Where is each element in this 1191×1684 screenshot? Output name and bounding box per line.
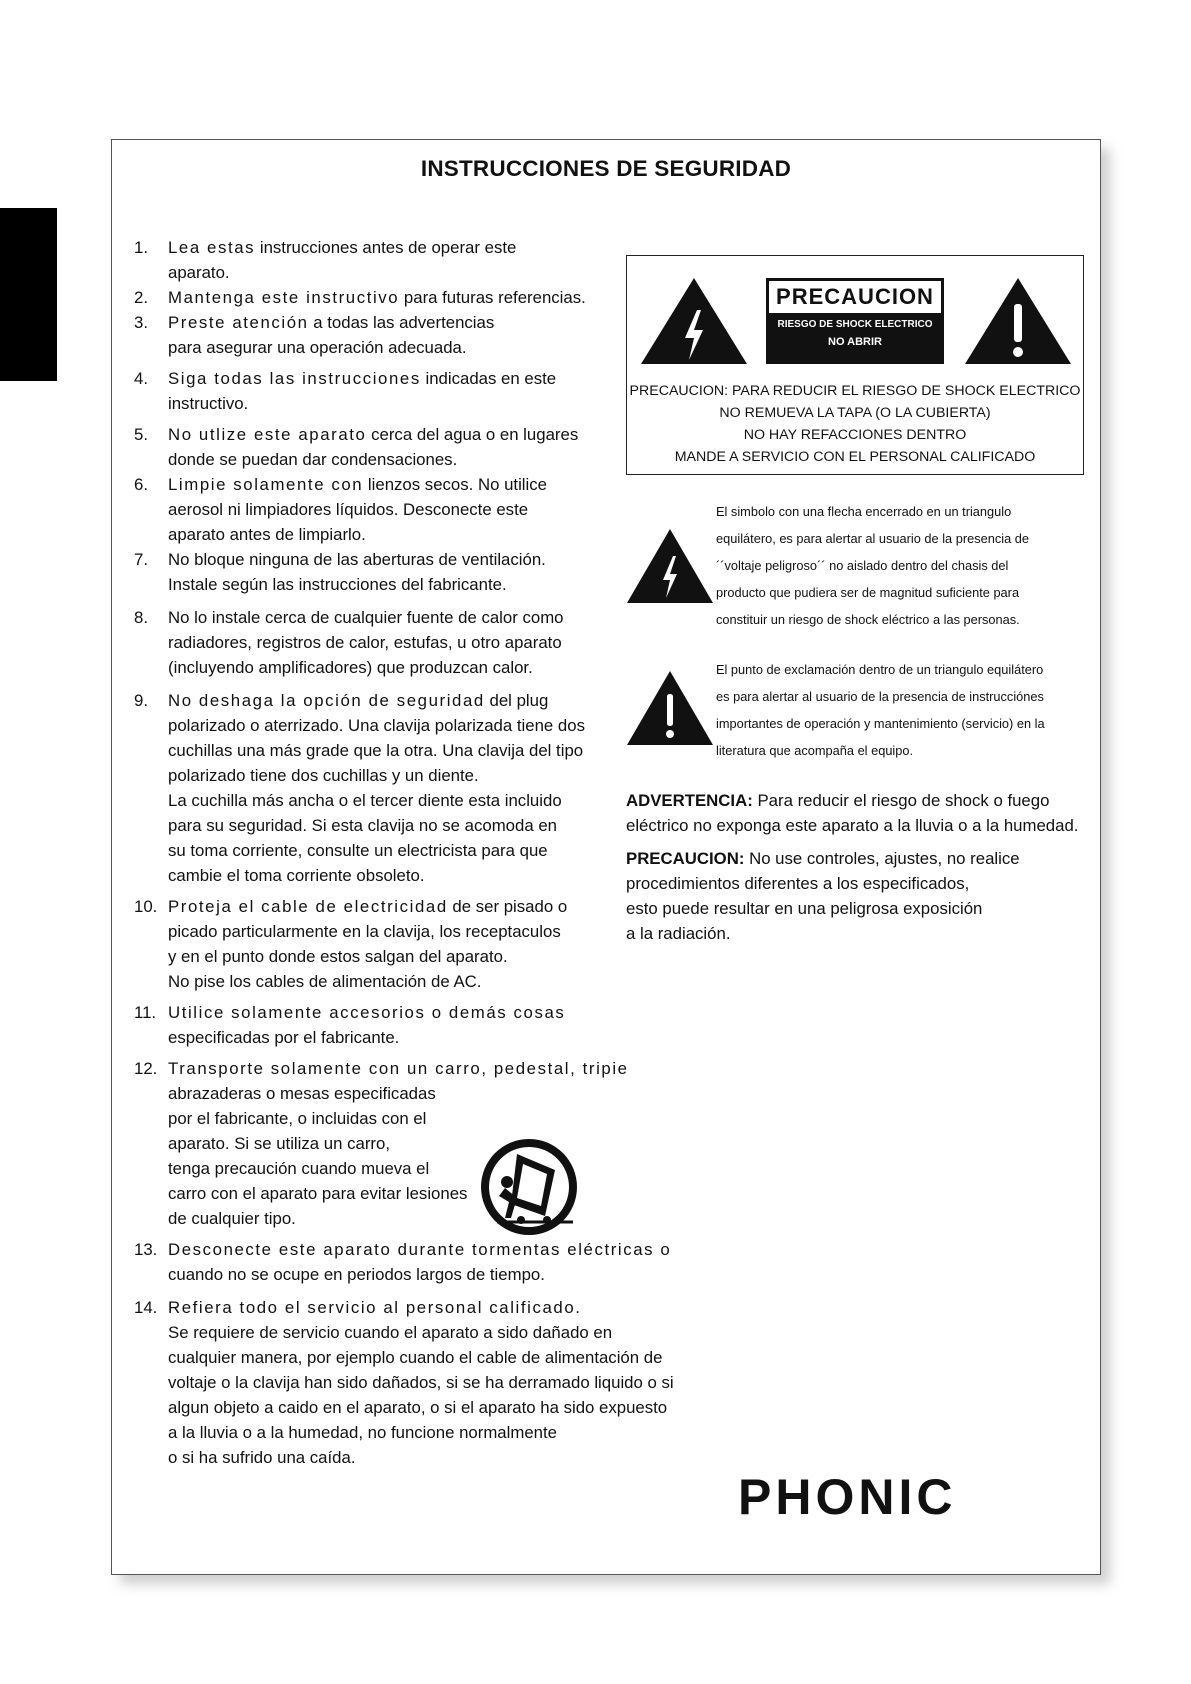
item-line: abrazaderas o mesas especificadas xyxy=(168,1084,436,1103)
text-line: importantes de operación y mantenimiento (servicio) en la xyxy=(716,716,1045,731)
item-number: 14. xyxy=(134,1298,158,1317)
precaucion-line: No use controles, ajustes, no realice xyxy=(744,849,1020,868)
item-line: picado particularmente en la clavija, los receptaculos xyxy=(168,922,561,941)
text-line: equilátero, es para alertar al usuario de la presencia de xyxy=(716,531,1030,546)
text-line: NO HAY REFACCIONES DENTRO xyxy=(743,427,967,443)
precaucion-line: a la radiación. xyxy=(626,924,731,943)
item-lead: Lea estas xyxy=(168,238,256,257)
item-line: cualquier manera, por ejemplo cuando el cable de alimentación de xyxy=(168,1348,663,1367)
lightning-warning-icon xyxy=(639,276,749,366)
item-rest: a todas las advertencias xyxy=(308,313,495,332)
precaucion-note-label: PRECAUCION: xyxy=(626,849,745,868)
item-line: radiadores, registros de calor, estufas, u otro aparato xyxy=(168,633,562,652)
item-number: 5. xyxy=(134,425,148,444)
item-rest: cerca del agua o en lugares xyxy=(366,425,579,444)
item-rest: No lo instale cerca de cualquier fuente de calor como xyxy=(168,608,564,627)
item-number: 13. xyxy=(134,1240,158,1259)
item-lead: Limpie solamente con xyxy=(168,475,364,494)
list-item xyxy=(134,1237,744,1287)
item-line: o si ha sufrido una caída. xyxy=(168,1448,356,1467)
advertencia-label: ADVERTENCIA: xyxy=(626,791,753,810)
precaucion-line: esto puede resultar en una peligrosa exposición xyxy=(626,899,983,918)
item-line: aparato. Si se utiliza un carro, xyxy=(168,1134,390,1153)
item-line: por el fabricante, o incluidas con el xyxy=(168,1109,427,1128)
item-line: para asegurar una operación adecuada. xyxy=(168,338,467,357)
item-rest: lienzos secos. No utilice xyxy=(363,475,547,494)
text-line: ´´voltaje peligroso´´ no aislado dentro del chasis del xyxy=(716,558,1009,573)
text-line: MANDE A SERVICIO CON EL PERSONAL CALIFICADO xyxy=(674,449,1036,465)
item-line: cuando no se ocupe en periodos largos de tiempo. xyxy=(168,1265,545,1284)
item-line: No pise los cables de alimentación de AC. xyxy=(168,972,482,991)
item-line: aparato antes de limpiarlo. xyxy=(168,525,366,544)
item-number: 4. xyxy=(134,369,148,388)
item-rest: indicadas en este xyxy=(420,369,557,388)
item-text xyxy=(168,1000,744,1025)
item-number: 1. xyxy=(134,238,148,257)
item-text xyxy=(168,1056,744,1081)
item-line: para su seguridad. Si esta clavija no se acomoda en xyxy=(168,816,558,835)
item-line: polarizado tiene dos cuchillas y un diente. xyxy=(168,766,479,785)
cart-tipover-icon xyxy=(477,1136,582,1238)
phonic-logo xyxy=(738,1470,1020,1520)
item-lead: No deshaga la opción de seguridad xyxy=(168,691,485,710)
item-line: cuchillas una más grade que la otra. Una clavija del tipo xyxy=(168,741,584,760)
text-line: PRECAUCION: PARA REDUCIR EL RIESGO DE SHOCK ELECTRICO xyxy=(629,383,1081,399)
item-line: tenga precaución cuando mueva el xyxy=(168,1159,430,1178)
text-line: El punto de exclamación dentro de un triangulo equilátero xyxy=(716,662,1044,677)
text-line: es para alertar al usuario de la presencia de instrucciónes xyxy=(716,689,1044,704)
advertencia-text: Para reducir el riesgo de shock o fuego eléctrico no exponga este aparato a la lluvia o a la humedad. xyxy=(626,791,1079,835)
exclamation-symbol-icon xyxy=(626,670,714,746)
precaucion-heading: PRECAUCION xyxy=(769,281,941,313)
item-line: instructivo. xyxy=(168,394,249,413)
text-line: literatura que acompaña el equipo. xyxy=(716,743,914,758)
caution-lines xyxy=(627,380,1083,468)
item-line: La cuchilla más ancha o el tercer diente esta incluido xyxy=(168,791,562,810)
item-number: 2. xyxy=(134,288,148,307)
item-lead: Preste atención xyxy=(168,313,309,332)
item-number: 6. xyxy=(134,475,148,494)
item-line: (incluyendo amplificadores) que produzcan calor. xyxy=(168,658,533,677)
item-number: 11. xyxy=(134,1003,157,1022)
item-number: 3. xyxy=(134,313,148,332)
exclamation-text xyxy=(716,656,1096,764)
item-rest: de ser pisado o xyxy=(447,897,568,916)
item-lead: No utlize este aparato xyxy=(168,425,367,444)
warning-notes xyxy=(626,788,1086,952)
item-line: cambie el toma corriente obsoleto. xyxy=(168,866,425,885)
item-line: aerosol ni limpiadores líquidos. Desconecte este xyxy=(168,500,529,519)
item-rest: instrucciones antes de operar este xyxy=(255,238,517,257)
text-line: constituir un riesgo de shock eléctrico a las personas. xyxy=(716,612,1020,627)
riesgo-text: RIESGO DE SHOCK ELECTRICO xyxy=(777,319,933,330)
lightning-text xyxy=(716,498,1096,633)
text-line: producto que pudiera ser de magnitud suficiente para xyxy=(716,585,1020,600)
lightning-symbol-icon xyxy=(626,528,714,604)
item-lead: Refiera todo el servicio al personal calificado. xyxy=(168,1298,582,1317)
list-item xyxy=(134,1295,744,1470)
item-number: 12. xyxy=(134,1059,158,1078)
list-item xyxy=(134,1056,744,1231)
item-lead: Proteja el cable de electricidad xyxy=(168,897,448,916)
item-text xyxy=(168,1237,744,1262)
logo-text: PHONIC xyxy=(738,1470,957,1520)
no-abrir-text: NO ABRIR xyxy=(828,336,882,348)
lightning-explanation xyxy=(626,498,1096,638)
document-page xyxy=(111,139,1101,1575)
text-line: NO REMUEVA LA TAPA (O LA CUBIERTA) xyxy=(719,405,991,421)
item-line: su toma corriente, consulte un electricista para que xyxy=(168,841,548,860)
caution-box xyxy=(626,255,1084,475)
item-line: Se requiere de servicio cuando el aparato a sido dañado en xyxy=(168,1323,613,1342)
item-text xyxy=(168,472,744,497)
item-line: especificadas por el fabricante. xyxy=(168,1028,400,1047)
precaucion-line: procedimientos diferentes a los especificados, xyxy=(626,874,970,893)
precaucion-paragraph xyxy=(626,846,1086,946)
list-item xyxy=(134,1000,744,1050)
text-line: El simbolo con una flecha encerrado en un triangulo xyxy=(716,504,1012,519)
item-line: y en el punto donde estos salgan del aparato. xyxy=(168,947,508,966)
item-rest: del plug xyxy=(484,691,549,710)
language-tab xyxy=(0,208,57,381)
item-line: algun objeto a caido en el aparato, o si el aparato ha sido expuesto xyxy=(168,1398,668,1417)
item-number: 7. xyxy=(134,550,148,569)
item-lead: Utilice solamente accesorios o demás cosas xyxy=(168,1003,566,1022)
item-number: 9. xyxy=(134,691,148,710)
item-line: polarizado o aterrizado. Una clavija polarizada tiene dos xyxy=(168,716,585,735)
item-number: 8. xyxy=(134,608,148,627)
item-text xyxy=(168,1295,744,1320)
item-lead: Transporte solamente con un carro, pedestal, tripie xyxy=(168,1059,629,1078)
item-line: donde se puedan dar condensaciones. xyxy=(168,450,458,469)
item-line: de cualquier tipo. xyxy=(168,1209,296,1228)
item-line: voltaje o la clavija han sido dañados, si se ha derramado liquido o si xyxy=(168,1373,674,1392)
item-line: a la lluvia o a la humedad, no funcione normalmente xyxy=(168,1423,558,1442)
exclamation-warning-icon xyxy=(963,276,1073,366)
item-rest: para futuras referencias. xyxy=(399,288,586,307)
page-title: INSTRUCCIONES DE SEGURIDAD xyxy=(420,156,792,181)
precaucion-label xyxy=(766,278,944,364)
item-lead: Desconecte este aparato durante tormentas eléctricas o xyxy=(168,1240,672,1259)
item-lead: Mantenga este instructivo xyxy=(168,288,400,307)
item-rest: No bloque ninguna de las aberturas de ventilación. xyxy=(168,550,546,569)
item-lead: Siga todas las instrucciones xyxy=(168,369,421,388)
advertencia-paragraph xyxy=(626,788,1086,838)
exclamation-explanation xyxy=(626,656,1096,766)
item-line: carro con el aparato para evitar lesiones xyxy=(168,1184,468,1203)
item-line: aparato. xyxy=(168,263,230,282)
item-line: Instale según las instrucciones del fabricante. xyxy=(168,575,507,594)
item-number: 10. xyxy=(134,897,158,916)
